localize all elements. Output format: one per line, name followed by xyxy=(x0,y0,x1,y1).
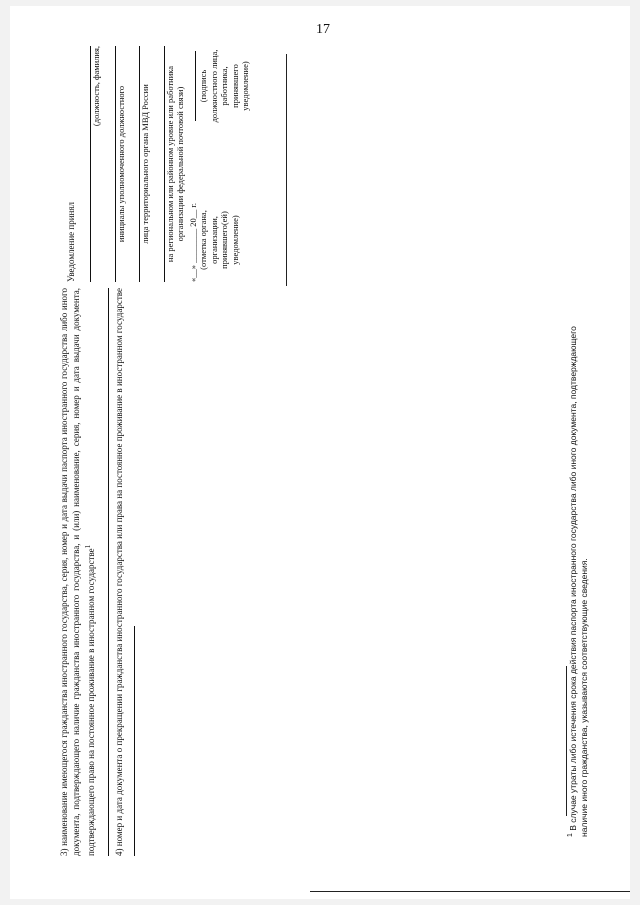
signature-caption: (подпись должностного лица, работника, принявшего уведомление) xyxy=(198,49,250,123)
main-text-block xyxy=(58,288,162,856)
stamp-column xyxy=(188,198,251,282)
fill-line xyxy=(125,626,135,856)
caption-level: на региональном или районном уровне или работника организации федеральной почтовой связи) xyxy=(164,65,185,263)
item-4-text: 4) номер и дата документа о прекращении гражданства иностранного государства или права на постоянное проживание в иностранном государстве xyxy=(113,288,138,856)
separator-line xyxy=(310,891,630,892)
signature-line xyxy=(195,51,196,121)
footnote-block xyxy=(565,309,605,837)
fill-line xyxy=(77,46,91,282)
fill-line xyxy=(98,288,109,856)
separator-line xyxy=(286,54,287,286)
page-number: 17 xyxy=(316,22,330,37)
footnote-mark: 1 xyxy=(567,833,574,837)
fill-line xyxy=(151,46,165,282)
document-page xyxy=(10,6,630,899)
notice-accepted-block xyxy=(66,46,286,282)
notice-columns xyxy=(188,46,251,282)
item-3-text: 3) наименование имеющегося гражданства иностранного государства, серия, номер и дата выдачи паспорта иностранного государства либо иного документа, подтверждающего наличие гражданства иностранного государства, и (или) наименование, серия, номер и дата выдачи документа, подтверждающего право на постоянное проживание в иностранном государстве$^1$ xyxy=(59,288,96,856)
caption-initials: инициалы уполномоченного должностного xyxy=(115,85,126,243)
fill-line xyxy=(102,46,116,282)
footnote-text: В случае утраты либо истечения срока действия паспорта иностранного государства либо иного документа, подтверждающего наличие иного гражданства, указываются соответствующие сведения. xyxy=(567,326,589,837)
notice-title: Уведомление принял xyxy=(66,202,76,282)
stamp-caption: (отметка органа, организации, принявшего(ей) уведомление) xyxy=(198,210,240,270)
signature-column xyxy=(188,46,251,126)
caption-position: (должность, фамилия, xyxy=(91,46,101,127)
date-field: «__» ________ 20__ г. xyxy=(187,202,198,282)
fill-line xyxy=(126,46,140,282)
caption-organ: лица территориального органа МВД России xyxy=(140,84,150,244)
